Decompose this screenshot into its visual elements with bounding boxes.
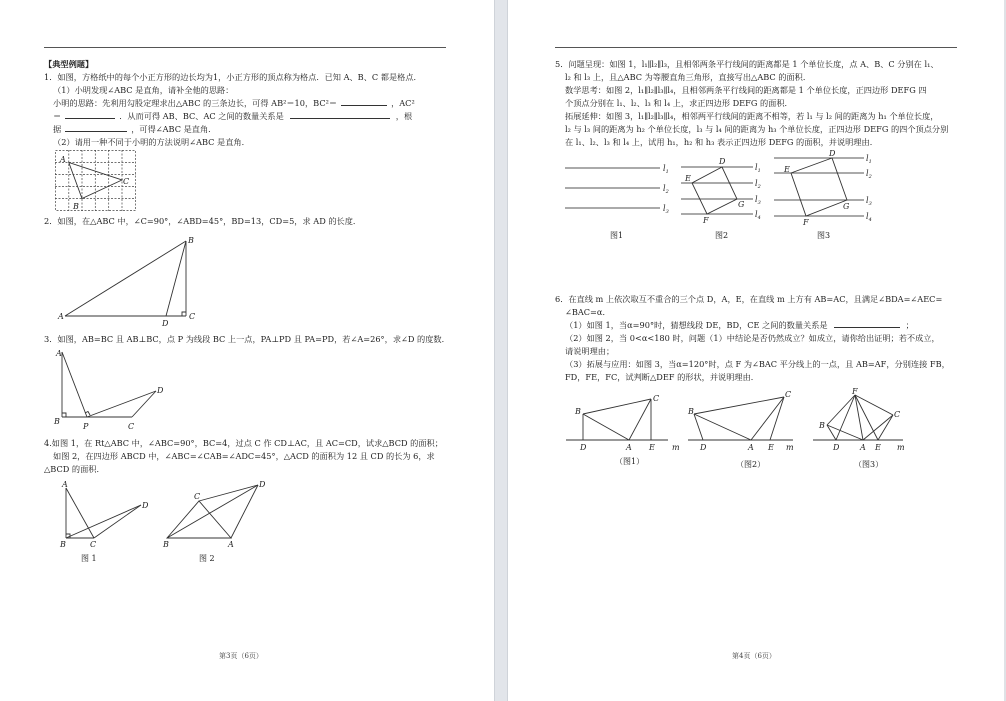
document-page-4 bbox=[508, 0, 1004, 701]
svg-text:D: D bbox=[719, 157, 726, 166]
svg-text:A: A bbox=[58, 312, 64, 321]
svg-text:B: B bbox=[688, 407, 694, 416]
problem-6-line-6: （3）拓展与应用：如图 3，当α=120°时，点 F 为∠BAC 平分线上的一点，且 AB=AF，分别连接 FB， bbox=[565, 359, 950, 369]
problem-4-line-2: 如图 2，在四边形 ABCD 中，∠ABC=∠CAB=∠ADC=45°，△ACD 的面积为 12 且 CD 的长为 6，求 bbox=[53, 451, 435, 461]
answer-blank-ac2[interactable] bbox=[65, 110, 115, 119]
problem-5-figure-1 bbox=[565, 162, 675, 214]
answer-blank-relation[interactable] bbox=[290, 110, 390, 119]
svg-text:l1: $l_1$ bbox=[755, 163, 761, 174]
svg-text:C: C bbox=[123, 177, 130, 186]
answer-blank-relation[interactable] bbox=[834, 319, 900, 328]
problem-1-grid-figure bbox=[55, 150, 137, 212]
problem-6-figure-2 bbox=[688, 390, 808, 452]
svg-text:l3: $l_3$ bbox=[866, 196, 872, 207]
page-gutter bbox=[494, 0, 508, 701]
problem-5-line-5: 拓展延伸：如图 3，l₁∥l₂∥l₃∥l₄，相邻两平行线间的距离不相等，若 l₁ 与 l₂ 间的距离为 h₁ 个单位长度， bbox=[565, 111, 939, 121]
svg-text:B: B bbox=[575, 407, 581, 416]
svg-text:B: B bbox=[163, 540, 169, 549]
svg-text:G: G bbox=[738, 200, 745, 209]
problem-6-figure-3 bbox=[813, 387, 913, 453]
section-title: 【典型例题】 bbox=[44, 59, 94, 69]
problem-5-figure-3 bbox=[774, 150, 879, 228]
svg-text:B: B bbox=[188, 236, 194, 245]
svg-text:P: P bbox=[83, 422, 89, 431]
problem-1-text: 小明的思路：先利用勾股定理求出△ABC 的三条边长，可得 AB²＝10，BC²＝ bbox=[53, 98, 338, 108]
problem-6-text: （1）如图 1，当α=90°时，猜想线段 DE，BD，CE 之间的数量关系是 bbox=[565, 320, 828, 330]
problem-6-line-4: （2）如图 2，当 0<α<180 时，问题（1）中结论是否仍然成立？如成立，请你给出证明；若不成立， bbox=[565, 333, 940, 343]
svg-text:C: C bbox=[653, 394, 660, 403]
figure-caption: （图1） bbox=[615, 457, 645, 466]
figure-caption: （图3） bbox=[854, 460, 884, 469]
svg-text:D: D bbox=[162, 319, 169, 328]
svg-text:l3: $l_3$ bbox=[663, 204, 669, 215]
figure-caption: （图2） bbox=[736, 460, 766, 469]
svg-text:G: G bbox=[843, 202, 850, 211]
svg-text:l2: $l_2$ bbox=[755, 179, 761, 190]
svg-text:A: A bbox=[228, 540, 234, 549]
problem-3-line-1: 3．如图，AB=BC 且 AB⊥BC，点 P 为线段 BC 上一点，PA⊥PD 且 PA=PD，若∠A=26°，求∠D 的度数． bbox=[44, 334, 450, 344]
svg-text:D: D bbox=[833, 443, 840, 452]
svg-text:E: E bbox=[784, 165, 790, 174]
problem-1-line-1: 1．如图，方格纸中的每个小正方形的边长均为1，小正方形的顶点称为格点．已知 A、B、C 都是格点． bbox=[44, 72, 422, 82]
svg-text:F: F bbox=[803, 218, 809, 227]
svg-text:A: A bbox=[56, 349, 62, 358]
svg-text:B: B bbox=[819, 421, 825, 430]
svg-text:D: D bbox=[142, 501, 149, 510]
problem-6-line-1: 6．在直线 m 上依次取互不重合的三个点 D，A，E，在直线 m 上方有 AB=AC，且满足∠BDA=∠AEC= bbox=[555, 294, 943, 304]
svg-text:A: A bbox=[62, 480, 68, 489]
document-page-3 bbox=[0, 0, 494, 701]
problem-1-line-3 bbox=[53, 97, 415, 110]
problem-4-line-1: 4.如图 1，在 Rt△ABC 中，∠ABC=90°，BC=4，过点 C 作 CD⊥AC，且 AC=CD，试求△BCD 的面积； bbox=[44, 438, 443, 448]
problem-1-line-6: （2）请用一种不同于小明的方法说明∠ABC 是直角． bbox=[53, 137, 250, 147]
answer-blank-bc2[interactable] bbox=[341, 97, 387, 106]
problem-1-text: ，AC² bbox=[391, 98, 415, 108]
problem-6-line-2: ∠BAC=α． bbox=[565, 307, 611, 317]
problem-6-line-3 bbox=[565, 319, 914, 332]
problem-1-text: ＝ bbox=[53, 111, 62, 121]
svg-text:l2: $l_2$ bbox=[663, 184, 669, 195]
problem-1-line-4 bbox=[53, 110, 412, 123]
header-rule bbox=[555, 47, 957, 48]
problem-6-text: ； bbox=[905, 320, 914, 330]
label-A: A bbox=[60, 155, 66, 164]
svg-text:D: D bbox=[157, 386, 164, 395]
problem-6-line-5: 请说明理由； bbox=[565, 346, 615, 356]
svg-text:A: A bbox=[626, 443, 632, 452]
problem-1-line-2: （1）小明发现∠ABC 是直角，请补全他的思路： bbox=[53, 85, 234, 95]
svg-text:l3: $l_3$ bbox=[755, 195, 761, 206]
svg-text:l4: $l_4$ bbox=[755, 210, 761, 221]
problem-2-line-1: 2．如图，在△ABC 中，∠C=90°，∠ABD=45°，BD=13，CD=5，求 AD 的长度． bbox=[44, 216, 362, 226]
svg-text:C: C bbox=[189, 312, 196, 321]
svg-text:D: D bbox=[700, 443, 707, 452]
svg-text:E: E bbox=[768, 443, 774, 452]
svg-text:C: C bbox=[894, 410, 901, 419]
figure-caption: 图 1 bbox=[81, 554, 97, 563]
problem-4-figure-2 bbox=[163, 479, 273, 547]
problem-5-line-4: 个顶点分别在 l₁、l₂、l₃ 和 l₄ 上，求正四边形 DEFG 的面积． bbox=[565, 98, 793, 108]
svg-text:B: B bbox=[60, 540, 66, 549]
problem-5-figure-2 bbox=[681, 155, 771, 225]
svg-text:E: E bbox=[685, 174, 691, 183]
problem-6-figure-1 bbox=[566, 390, 686, 452]
svg-text:C: C bbox=[90, 540, 97, 549]
svg-text:m: m bbox=[897, 443, 905, 452]
figure-caption: 图3 bbox=[817, 231, 831, 240]
problem-3-figure bbox=[54, 347, 169, 432]
svg-text:A: A bbox=[748, 443, 754, 452]
problem-4-figure-1 bbox=[60, 481, 155, 547]
svg-text:E: E bbox=[649, 443, 655, 452]
svg-text:D: D bbox=[259, 480, 266, 489]
svg-text:F: F bbox=[852, 387, 858, 396]
answer-blank-theorem[interactable] bbox=[65, 123, 127, 132]
svg-text:D: D bbox=[829, 149, 836, 158]
problem-5-line-2: l₂ 和 l₃ 上，且△ABC 为等腰直角三角形，直接写出△ABC 的面积． bbox=[565, 72, 812, 82]
problem-6-line-7: FD，FE，FC，试判断△DEF 的形状，并说明理由． bbox=[565, 372, 759, 382]
svg-text:C: C bbox=[194, 492, 201, 501]
problem-1-text: 据 bbox=[53, 124, 62, 134]
problem-1-text: ．从而可得 AB、BC、AC 之间的数量关系是 bbox=[119, 111, 284, 121]
svg-text:C: C bbox=[128, 422, 135, 431]
svg-text:B: B bbox=[54, 417, 60, 426]
svg-text:C: C bbox=[785, 390, 792, 399]
problem-1-text: ，可得∠ABC 是直角． bbox=[131, 124, 217, 134]
svg-text:D: D bbox=[580, 443, 587, 452]
problem-5-line-7: 在 l₁、l₂、l₃ 和 l₄ 上，试用 h₁，h₂ 和 h₃ 表示正四边形 DEFG 的面积，并说明理由． bbox=[565, 137, 878, 147]
svg-text:l4: $l_4$ bbox=[866, 212, 872, 223]
svg-text:F: F bbox=[703, 216, 709, 225]
svg-text:l2: $l_2$ bbox=[866, 169, 872, 180]
svg-text:l1: $l_1$ bbox=[663, 164, 669, 175]
page-number: 第4页（6页） bbox=[732, 652, 776, 660]
header-rule bbox=[44, 47, 446, 48]
svg-text:B: B bbox=[73, 202, 79, 211]
figure-caption: 图2 bbox=[715, 231, 729, 240]
problem-1-line-5 bbox=[53, 123, 216, 136]
problem-5-line-1: 5．问题呈现：如图 1，l₁∥l₂∥l₃，且相邻两条平行线间的距离都是 1 个单位长度，点 A、B、C 分别在 l₁、 bbox=[555, 59, 939, 69]
svg-text:l1: $l_1$ bbox=[866, 154, 872, 165]
problem-1-text: ，根 bbox=[395, 111, 413, 121]
problem-4-line-3: △BCD 的面积． bbox=[44, 464, 105, 474]
page-number: 第3页（6页） bbox=[219, 652, 263, 660]
problem-2-figure bbox=[58, 232, 208, 327]
problem-5-line-6: l₂ 与 l₃ 间的距离为 h₂ 个单位长度，l₃ 与 l₄ 间的距离为 h₃ 个单位长度，正四边形 DEFG 的四个顶点分别 bbox=[565, 124, 949, 134]
svg-text:m: m bbox=[786, 443, 794, 452]
figure-caption: 图 2 bbox=[199, 554, 215, 563]
figure-caption: 图1 bbox=[610, 231, 624, 240]
svg-text:A: A bbox=[860, 443, 866, 452]
problem-5-line-3: 数学思考：如图 2，l₁∥l₂∥l₃∥l₄，且相邻两条平行线间的距离都是 1 个单位长度，正四边形 DEFG 四 bbox=[565, 85, 927, 95]
svg-text:m: m bbox=[672, 443, 680, 452]
svg-text:E: E bbox=[875, 443, 881, 452]
